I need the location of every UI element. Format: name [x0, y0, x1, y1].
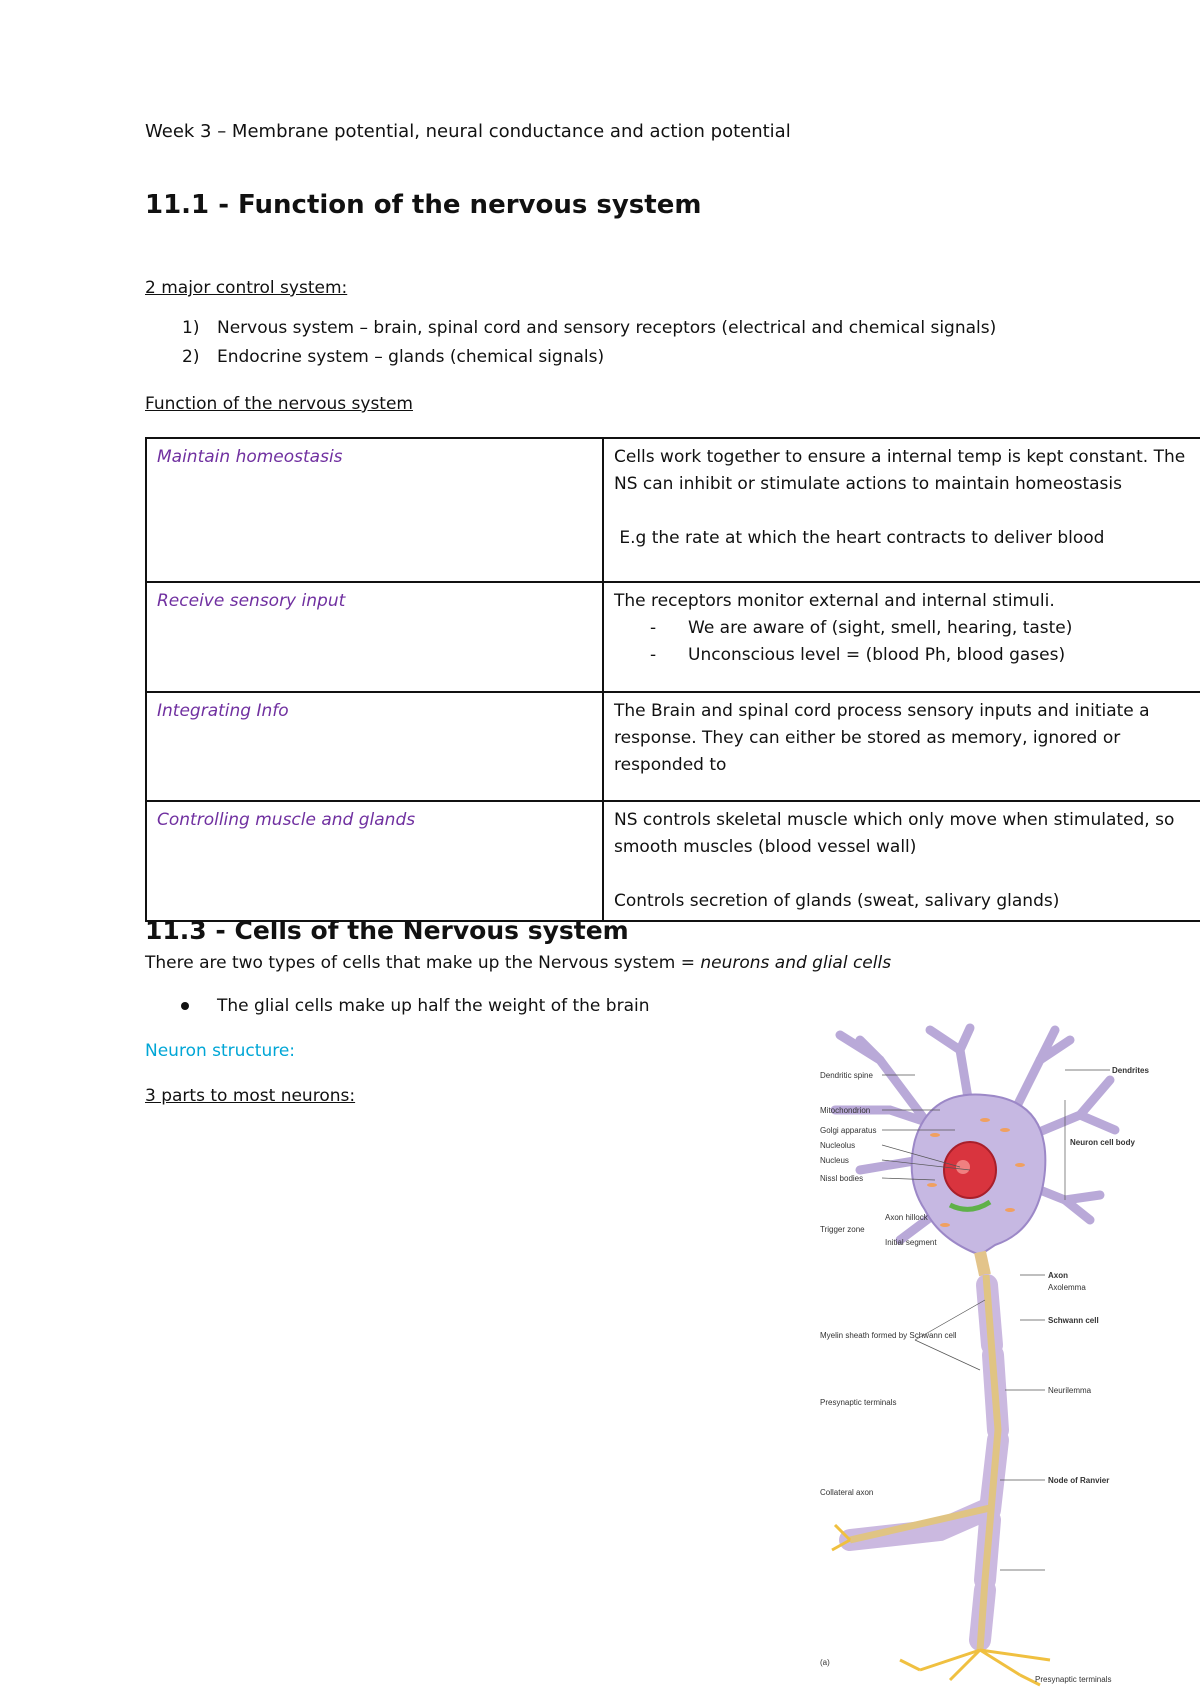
table-row	[146, 582, 1200, 692]
label-axon-hillock: Axon hillock	[885, 1213, 928, 1222]
function-name: Integrating Info	[146, 692, 603, 801]
label-axon: Axon	[1048, 1271, 1068, 1280]
label-neurilemma: Neurilemma	[1048, 1386, 1092, 1395]
intro-text: There are two types of cells that make up the Nervous system =	[145, 953, 701, 973]
label-dendritic-spine: Dendritic spine	[820, 1071, 873, 1080]
list-number: 2)	[182, 347, 200, 367]
label-myelin: Myelin sheath formed by Schwann cell	[820, 1331, 957, 1340]
label-node-ranvier: Node of Ranvier	[1048, 1476, 1110, 1485]
function-table-title: Function of the nervous system	[145, 394, 413, 414]
description-line: NS can inhibit or stimulate actions to maintain homeostasis	[614, 474, 1122, 494]
table-row	[146, 801, 1200, 921]
sub-list	[614, 615, 1200, 669]
label-initial-segment: Initial segment	[885, 1238, 937, 1247]
document-header: Week 3 – Membrane potential, neural conductance and action potential	[145, 121, 791, 142]
function-table	[145, 437, 1200, 922]
function-description	[603, 692, 1200, 801]
list-text: Unconscious level = (blood Ph, blood gases)	[688, 645, 1066, 665]
label-axolemma: Axolemma	[1048, 1283, 1086, 1292]
neuron-diagram	[820, 1020, 1180, 1690]
label-nucleus: Nucleus	[820, 1156, 849, 1165]
description-line: responded to	[614, 755, 727, 775]
neuron-parts-heading: 3 parts to most neurons:	[145, 1086, 356, 1106]
list-item: - We are aware of (sight, smell, hearing, taste)	[650, 618, 1073, 638]
description-line: smooth muscles (blood vessel wall)	[614, 837, 917, 857]
label-collateral-axon: Collateral axon	[820, 1488, 874, 1497]
label-schwann-cell: Schwann cell	[1048, 1316, 1099, 1325]
list-text: We are aware of (sight, smell, hearing, taste)	[688, 618, 1073, 638]
description-line: Controls secretion of glands (sweat, salivary glands)	[614, 891, 1060, 911]
label-presynaptic-left: Presynaptic terminals	[820, 1398, 897, 1407]
label-mitochondrion: Mitochondrion	[820, 1106, 871, 1115]
list-text: Nervous system – brain, spinal cord and sensory receptors (electrical and chemical signals)	[217, 318, 997, 338]
description-line: The receptors monitor external and internal stimuli.	[614, 591, 1055, 611]
table-row	[146, 438, 1200, 582]
function-description	[603, 582, 1200, 692]
initial-segment-shape	[980, 1252, 985, 1275]
table-row	[146, 692, 1200, 801]
list-number: 1)	[182, 318, 200, 338]
function-description	[603, 801, 1200, 921]
description-line: response. They can either be stored as memory, ignored or	[614, 728, 1121, 748]
label-trigger-zone: Trigger zone	[820, 1225, 865, 1234]
label-panel: (a)	[820, 1658, 830, 1667]
blank-line	[614, 861, 1200, 888]
section-title-11-3: 11.3 - Cells of the Nervous system	[145, 916, 629, 945]
blank-line	[614, 498, 1200, 525]
control-systems-heading: 2 major control system:	[145, 278, 348, 298]
cells-intro	[145, 953, 891, 973]
label-presynaptic-bottom: Presynaptic terminals	[1035, 1675, 1112, 1684]
list-text: Endocrine system – glands (chemical signals)	[217, 347, 605, 367]
section-title-11-1: 11.1 - Function of the nervous system	[145, 190, 702, 220]
function-name: Maintain homeostasis	[146, 438, 603, 582]
description-line: E.g the rate at which the heart contracts to deliver blood	[614, 528, 1105, 548]
function-name: Receive sensory input	[146, 582, 603, 692]
label-dendrites: Dendrites	[1112, 1066, 1149, 1075]
bullet-icon	[181, 1002, 189, 1010]
label-golgi: Golgi apparatus	[820, 1126, 877, 1135]
description-line: Cells work together to ensure a internal temp is kept constant. The	[614, 447, 1186, 467]
label-nissl: Nissl bodies	[820, 1174, 864, 1183]
bullet-text: The glial cells make up half the weight of the brain	[217, 996, 650, 1016]
label-cell-body: Neuron cell body	[1070, 1138, 1135, 1147]
label-nucleolus: Nucleolus	[820, 1141, 856, 1150]
function-name: Controlling muscle and glands	[146, 801, 603, 921]
nucleolus-shape	[956, 1160, 970, 1174]
description-line: NS controls skeletal muscle which only move when stimulated, so	[614, 810, 1175, 830]
intro-emphasis: neurons and glial cells	[700, 953, 892, 973]
neuron-structure-heading: Neuron structure:	[145, 1041, 296, 1061]
description-line: The Brain and spinal cord process sensory inputs and initiate a	[614, 701, 1150, 721]
list-item: - Unconscious level = (blood Ph, blood gases)	[650, 645, 1066, 665]
function-description	[603, 438, 1200, 582]
